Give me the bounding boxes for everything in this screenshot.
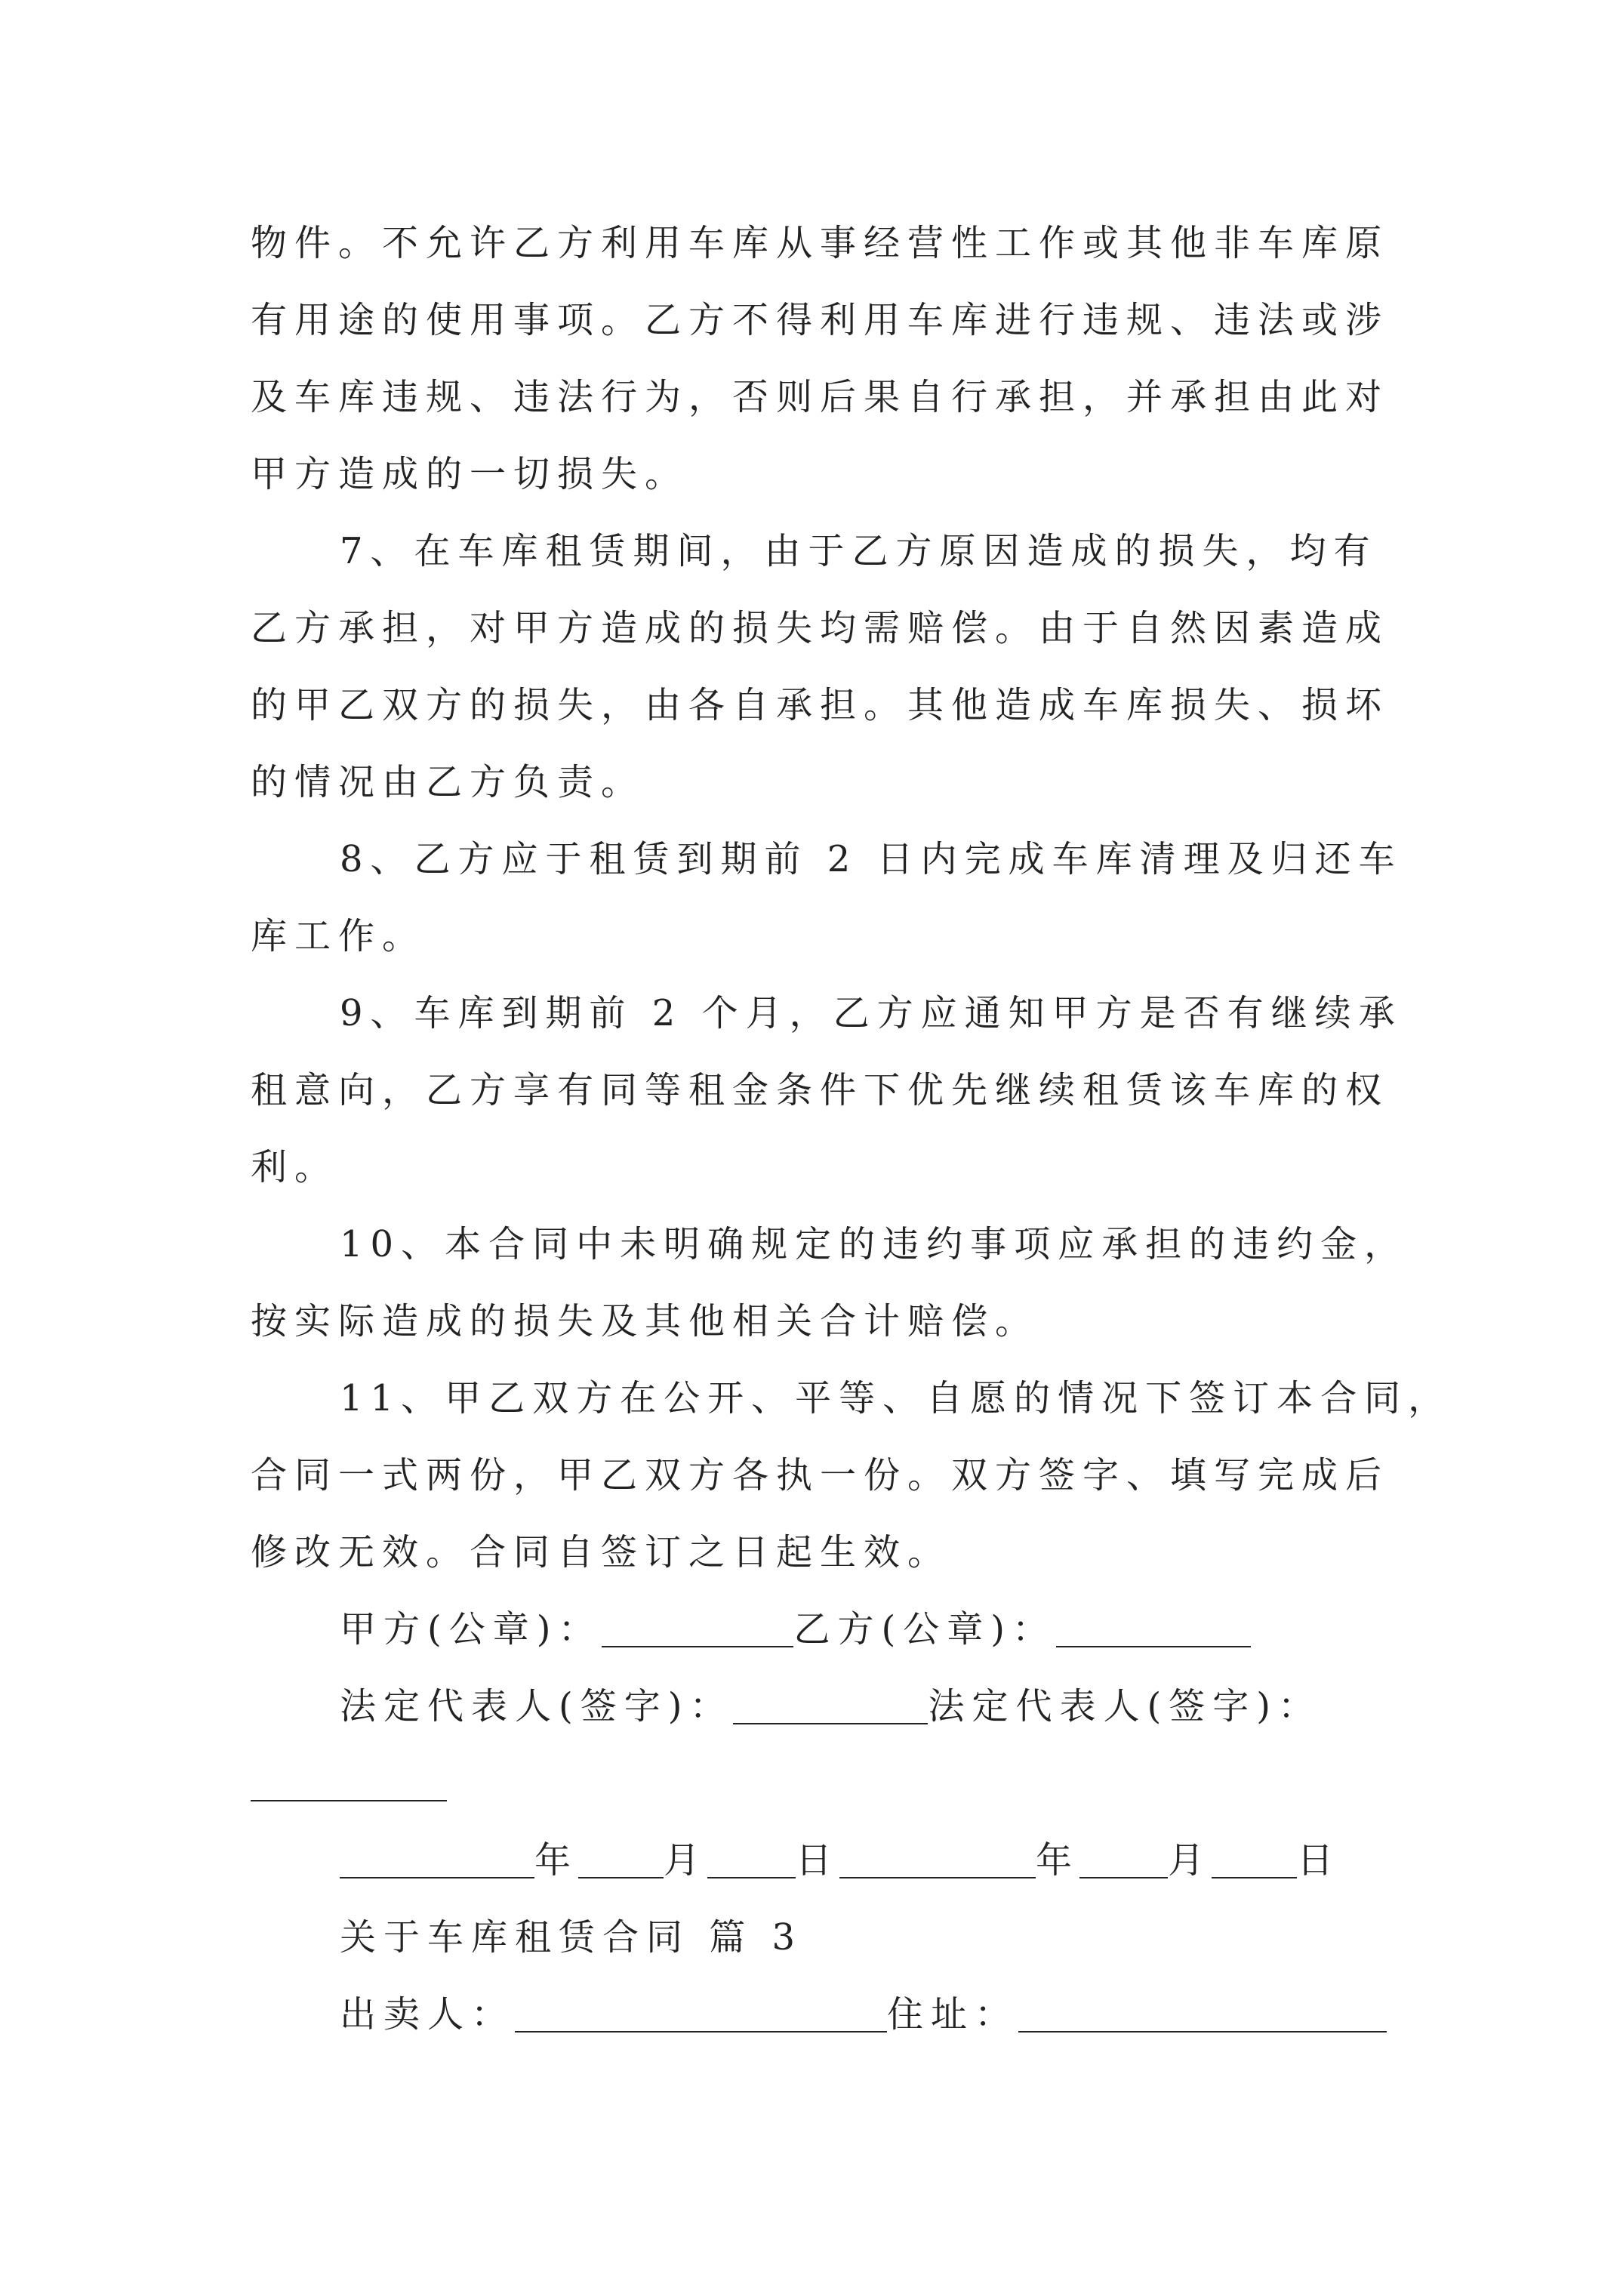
- date-line: [251, 1822, 1519, 1899]
- text-line: 物件。不允许乙方利用车库从事经营性工作或其他非车库原: [251, 222, 1390, 264]
- seller-line: [251, 1976, 1519, 2053]
- party-b-seal-blank: [1056, 1616, 1251, 1647]
- party-a-seal-blank: [602, 1616, 793, 1647]
- text-line: 有用途的使用事项。乙方不得利用车库进行违规、违法或涉: [251, 299, 1390, 341]
- text-line: 甲方造成的一切损失。: [251, 453, 689, 495]
- date-a-month: 月: [664, 1839, 708, 1881]
- clause-11-line: 11、甲乙双方在公开、平等、自愿的情况下签订本合同，: [340, 1377, 1452, 1419]
- date-a-year-blank: [340, 1847, 534, 1878]
- date-b-year-blank: [839, 1847, 1036, 1878]
- date-b-month-blank: [1079, 1847, 1168, 1878]
- representative-line: [251, 1668, 1519, 1745]
- rep-b-blank-line: [251, 1745, 1519, 1822]
- section-title: 关于车库租赁合同 篇 3: [340, 1916, 803, 1959]
- date-a-month-blank: [578, 1847, 664, 1878]
- seller-blank: [515, 2001, 887, 2032]
- rep-b-blank: [251, 1770, 447, 1801]
- clause-8-line: 8、乙方应于租赁到期前 2 日内完成车库清理及归还车: [340, 838, 1403, 880]
- date-a-year: 年: [534, 1839, 579, 1881]
- text-line: 的情况由乙方负责。: [251, 761, 645, 803]
- address-label: 住址：: [887, 1993, 1019, 2036]
- date-b-day-blank: [1212, 1847, 1297, 1878]
- text-line: 按实际造成的损失及其他相关合计赔偿。: [251, 1300, 1039, 1342]
- text-line: 租意向，乙方享有同等租金条件下优先继续租赁该车库的权: [251, 1069, 1390, 1111]
- date-b-year: 年: [1036, 1839, 1080, 1881]
- clause-9-line: 9、车库到期前 2 个月，乙方应通知甲方是否有继续承: [340, 992, 1403, 1034]
- text-line: 库工作。: [251, 915, 427, 957]
- rep-a-label: 法定代表人(签字)：: [340, 1685, 734, 1727]
- party-b-seal-label: 乙方(公章)：: [793, 1608, 1056, 1650]
- date-b-day: 日: [1297, 1839, 1341, 1881]
- contract-text: [251, 205, 1519, 2053]
- text-line: 及车库违规、违法行为，否则后果自行承担，并承担由此对: [251, 376, 1390, 418]
- date-a-day-blank: [707, 1847, 796, 1878]
- seller-label: 出卖人：: [340, 1993, 516, 2036]
- text-line: 利。: [251, 1146, 339, 1188]
- date-a-day: 日: [796, 1839, 840, 1881]
- text-line: 的甲乙双方的损失，由各自承担。其他造成车库损失、损坏: [251, 684, 1390, 726]
- address-blank: [1018, 2001, 1387, 2032]
- text-line: 合同一式两份，甲乙双方各执一份。双方签字、填写完成后: [251, 1454, 1390, 1496]
- party-a-seal-label: 甲方(公章)：: [340, 1608, 602, 1650]
- date-b-month: 月: [1168, 1839, 1212, 1881]
- text-line: 乙方承担，对甲方造成的损失均需赔偿。由于自然因素造成: [251, 607, 1390, 649]
- clause-7-line: 7、在车库租赁期间，由于乙方原因造成的损失，均有: [340, 530, 1378, 572]
- clause-10-line: 10、本合同中未明确规定的违约事项应承担的违约金，: [340, 1223, 1409, 1265]
- rep-b-label: 法定代表人(签字)：: [928, 1685, 1322, 1727]
- seal-line: [251, 1591, 1519, 1668]
- rep-a-blank: [733, 1693, 928, 1724]
- text-line: 修改无效。合同自签订之日起生效。: [251, 1531, 952, 1573]
